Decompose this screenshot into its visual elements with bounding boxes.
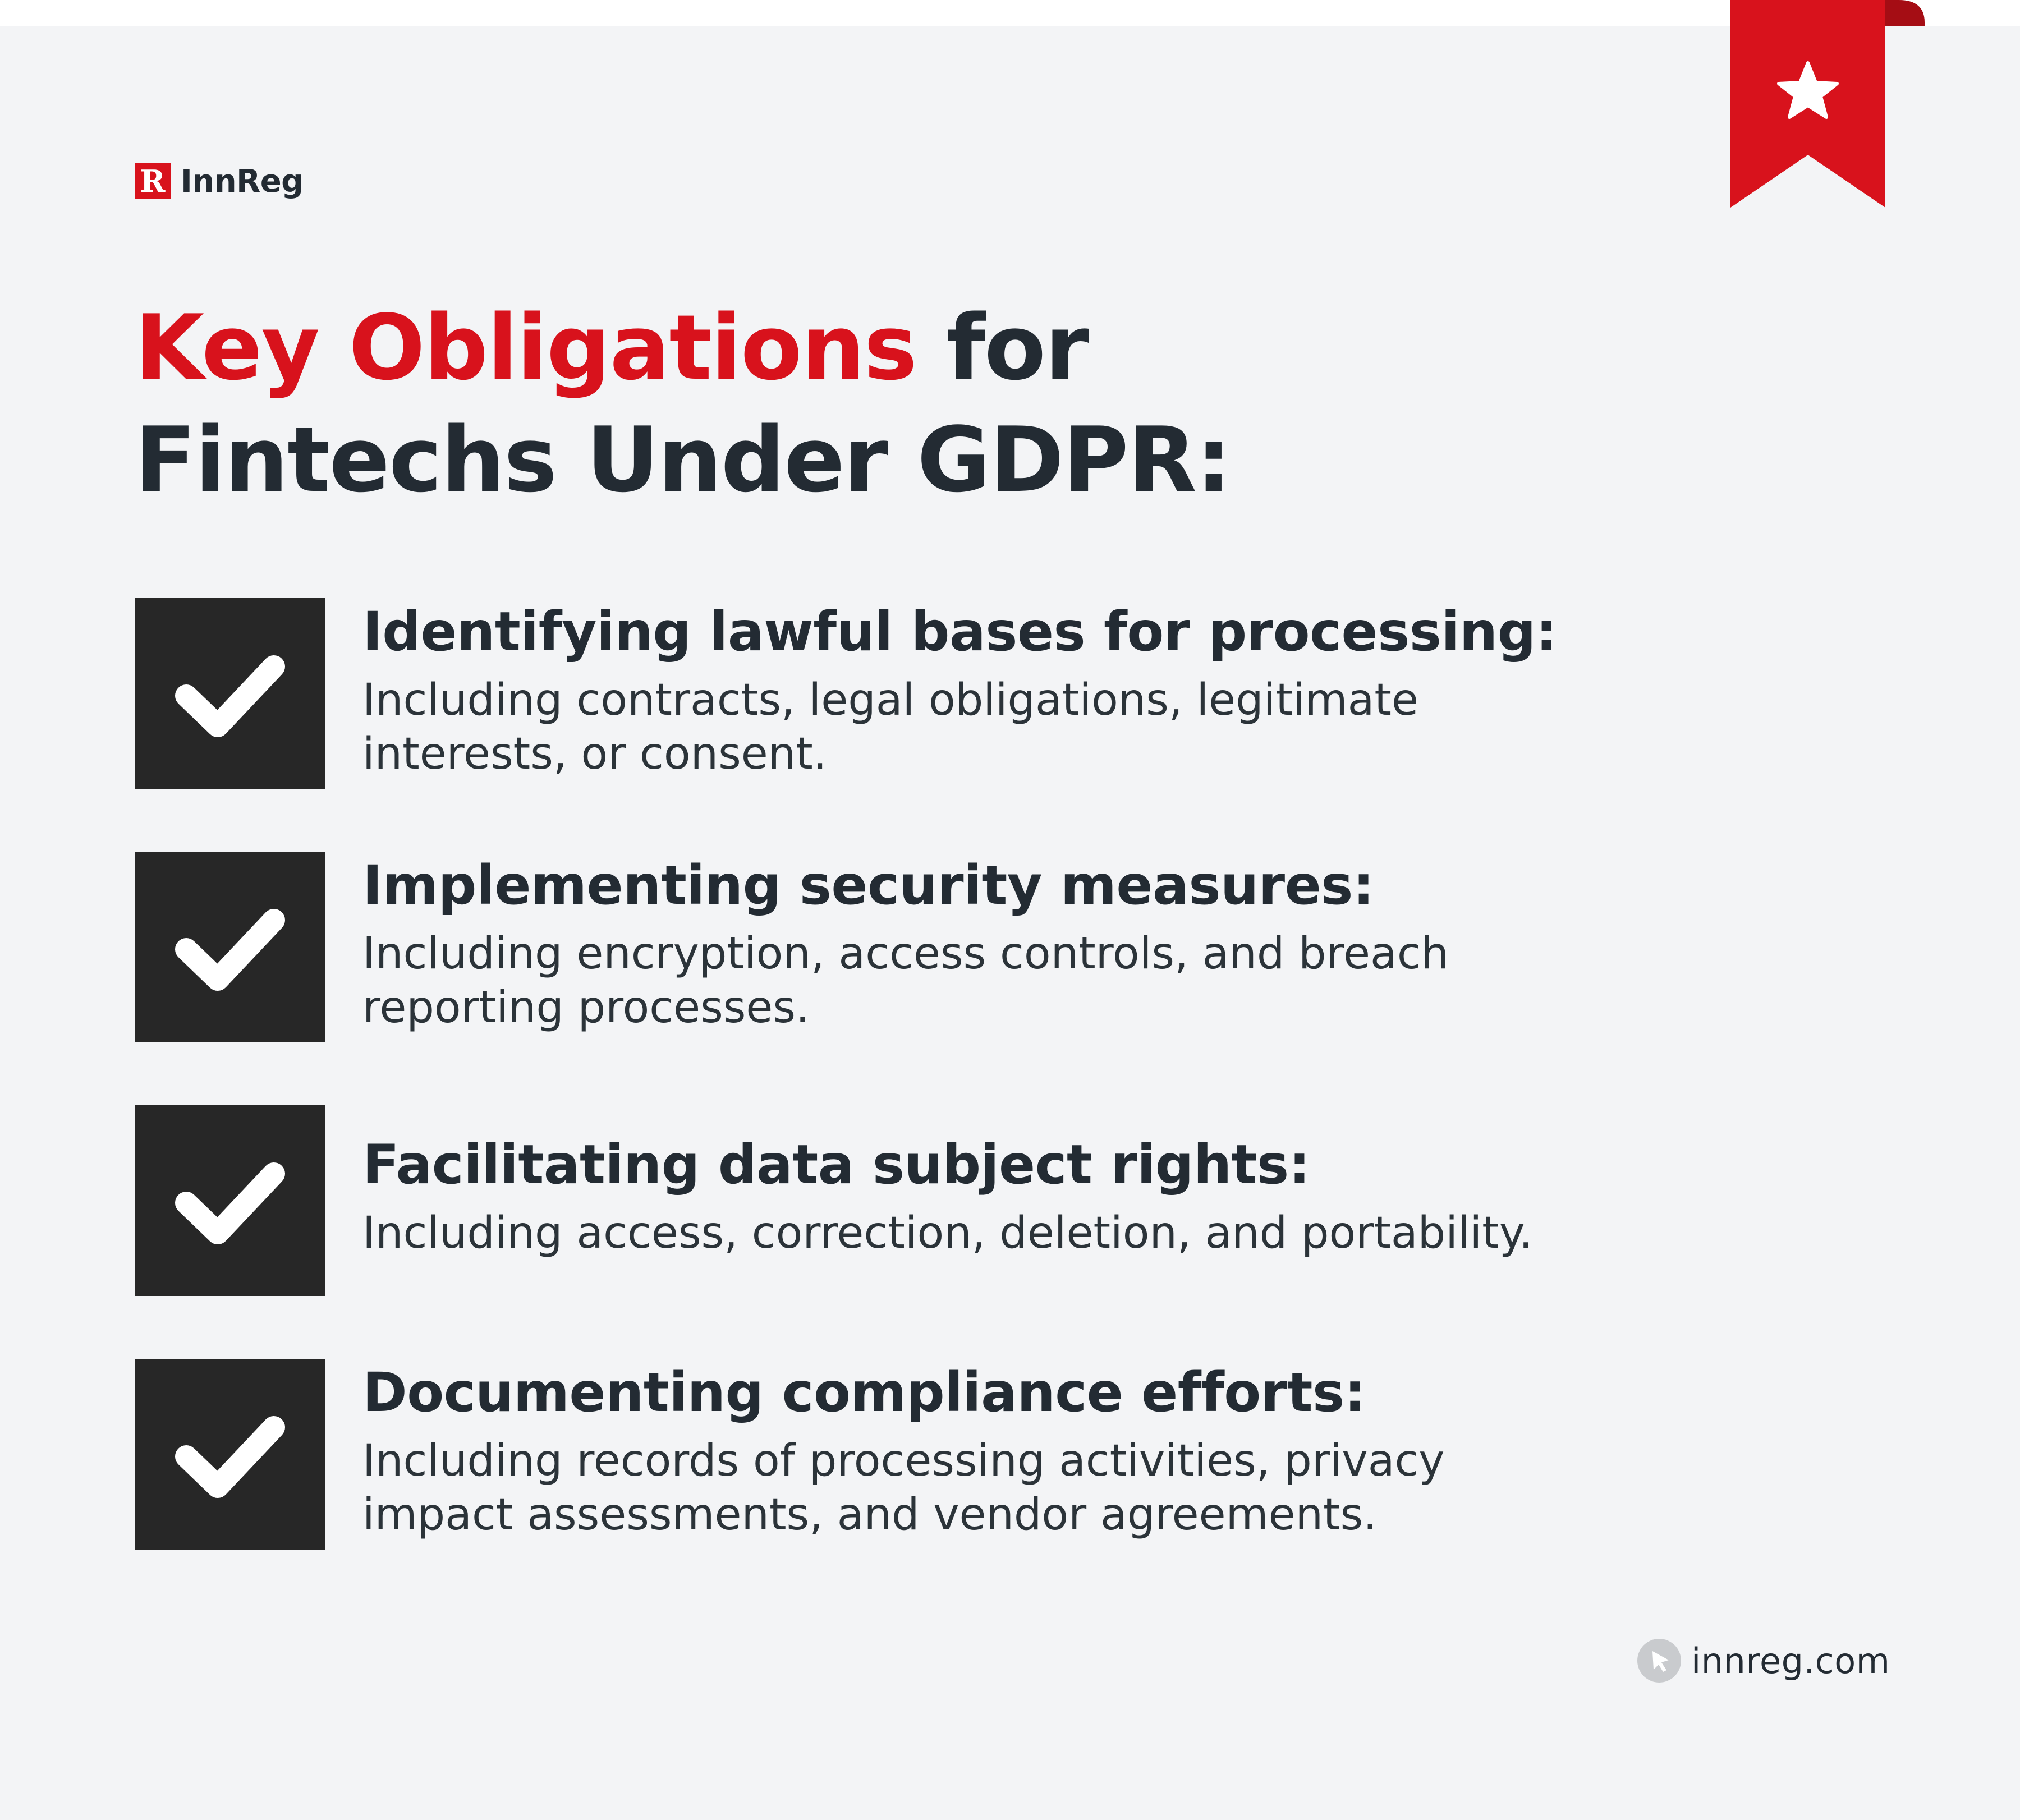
brand-name: InnReg — [181, 163, 304, 200]
title-line1-rest: for — [916, 295, 1088, 400]
bookmark-star-icon — [1730, 0, 1925, 208]
obligation-item-data-subject-rights — [135, 1105, 1650, 1296]
website-url[interactable]: innreg.com — [1691, 1640, 1890, 1681]
obligation-item-documentation — [135, 1359, 1650, 1550]
item-description: Including access, correction, deletion, and portability. — [362, 1208, 1533, 1258]
page-title — [135, 292, 1231, 516]
item-description: Including encryption, access controls, and breach reporting processes. — [362, 929, 1449, 1033]
checkmark-icon — [135, 1105, 325, 1296]
item-heading: Implementing security measures: — [362, 854, 1374, 917]
item-description: Including contracts, legal obligations, legitimate interests, or consent. — [362, 675, 1418, 779]
item-description: Including records of processing activities, privacy impact assessments, and vendor agreements. — [362, 1436, 1445, 1540]
website-link[interactable] — [1637, 1638, 1890, 1683]
obligation-item-lawful-bases — [135, 598, 1650, 789]
item-heading: Identifying lawful bases for processing: — [362, 600, 1557, 663]
cursor-click-icon — [1637, 1639, 1681, 1683]
checkmark-icon — [135, 852, 325, 1042]
item-heading: Facilitating data subject rights: — [362, 1133, 1310, 1196]
brand-mark-icon: R — [135, 163, 171, 199]
obligation-item-security — [135, 852, 1650, 1042]
checkmark-icon — [135, 598, 325, 789]
item-heading: Documenting compliance efforts: — [362, 1361, 1366, 1424]
checkmark-icon — [135, 1359, 325, 1550]
brand-logo — [135, 162, 304, 201]
title-accent: Key Obligations — [135, 295, 916, 400]
title-line2: Fintechs Under GDPR: — [135, 407, 1231, 512]
